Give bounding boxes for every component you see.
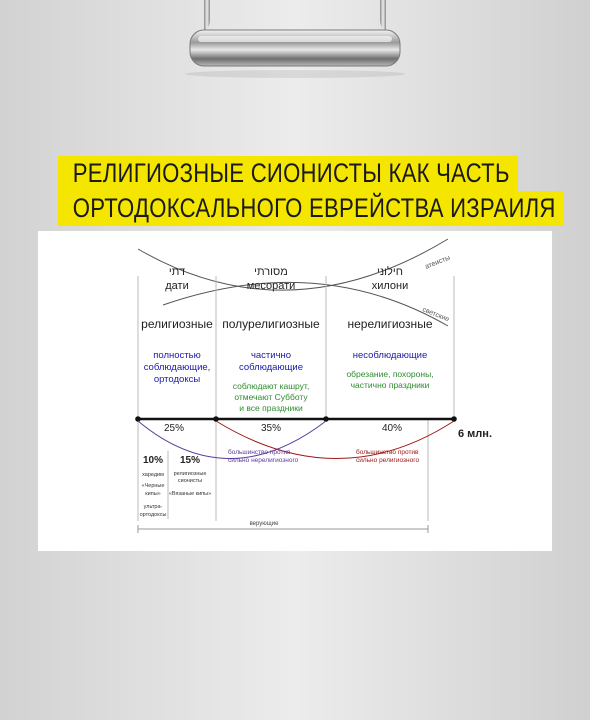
col2-percent: 35% [260,423,282,434]
arc-mid-label: светские [421,306,451,324]
col2-practice-3: и все праздники [239,403,303,413]
sub2-line-1: религиозные [173,471,207,477]
majority-left-2: сильно нерелигиозного [228,457,299,464]
col3-translit: хилони [371,280,409,292]
col1-observance-3: ортодоксы [153,374,201,385]
col3-practice-1: обрезание, похороны, [346,369,434,379]
col3-practice-2: частично праздники [350,380,430,390]
col2-translit: месорати [246,280,296,292]
col2-label: полурелигиозные [222,317,320,331]
sub1-line-1: харедим [142,472,164,478]
total-label: 6 млн. [458,428,492,440]
col3-percent: 40% [381,423,403,434]
col3-hebrew: חילוני [377,266,403,278]
sub2-line-3: «Вязаные кипы» [168,491,212,497]
sub2-percent: 15% [179,455,201,466]
sub1-bottom-2: ортодоксы [139,512,167,518]
col2-practice-2: отмечают Субботу [234,392,308,402]
col2-observance-2: соблюдающие [239,362,303,373]
believers-label: верующие [249,521,279,527]
col1-translit: дати [165,280,189,292]
majority-left-1: большинство против [228,449,291,456]
col3-observance-1: несоблюдающие [352,350,428,361]
col1-label: религиозные [141,317,213,331]
col2-hebrew: מסורתי [254,266,288,278]
sub1-line-2: «Черные [141,483,165,489]
sub2-line-2: сионисты [177,478,203,484]
majority-right-1: большинство против [356,449,419,456]
col1-hebrew: דתי [168,266,186,278]
title-line-1: РЕЛИГИОЗНЫЕ СИОНИСТЫ КАК ЧАСТЬ [58,156,518,191]
col1-observance-2: соблюдающие, [143,362,211,373]
col1-observance-1: полностью [153,350,201,361]
title-line-2: ОРТОДОКСАЛЬНОГО ЕВРЕЙСТВА ИЗРАИЛЯ [58,191,564,226]
sub1-bottom-1: ультра- [143,504,163,510]
arc-top-label: атеисты [424,254,452,271]
diagram-card [38,231,552,551]
binder-clip [170,0,420,78]
col2-observance-1: частично [250,350,292,361]
sub1-percent: 10% [142,455,164,466]
col3-label: нерелигиозные [347,317,433,331]
diagram-svg [38,231,552,551]
title-banner [58,156,556,226]
majority-right-2: сильно религиозного [356,457,420,464]
col1-percent: 25% [163,423,185,434]
col2-practice-1: соблюдают кашрут, [232,381,310,391]
sub1-line-3: кипы» [145,491,161,497]
